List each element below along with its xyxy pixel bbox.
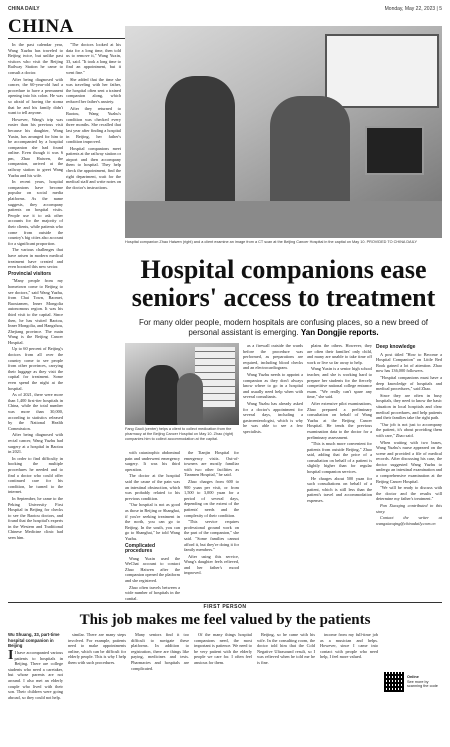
first-person-headline: This job makes me feel valued by the patients <box>79 612 371 628</box>
paragraph: After extensive pilot examinations, Zhao prepared a preliminary consultation on behalf of Wang Yuzhu at the Beijing Cancer Hospital. He tends the previous examination data to the doctor for a preliminary assessment. <box>307 400 372 440</box>
pharmacy-photo <box>125 343 239 425</box>
paragraph: plains the others. However, they are often their families' only child, and many are unable to take time off work or live so far away to help. <box>307 343 372 365</box>
column-6 <box>307 343 372 600</box>
brand-name: CHINA DAILY <box>8 6 40 12</box>
paragraph: "The doctors looked at his data for a long time, then told us to remove it," Wang Yuxin, 33, said. "It took a long time to find an appointment, but it went fine." <box>66 42 121 75</box>
paragraph: In recent years, hospital companions have become popular on social media platforms. As the name suggests, they accompany patients on hospital visits. People use it to ask other accounts for the majority of their clients, while patients who come from outside the country's big cities also account for a significant proportion. <box>8 179 63 246</box>
paragraph: Of the many things hospital companions need, the most important is patience. We need to be very patient with the elderly people we care for. I often feel anxious for them. <box>194 632 252 665</box>
deck <box>125 318 442 338</box>
column-7 <box>376 343 442 600</box>
paragraph: When waiting with two buses, Wang Yuzhu's nurse appeared on the scene and provided a file of medical records. After discussing his case, the doctor suggested Wang Yuzhu to undergo an intestinal examination and a comprehensive examination at the Beijing Cancer Hospital. <box>376 439 442 484</box>
paragraph: similar. There are many steps involved. For example, patients need to make appointments online, which can be difficult for elderly people. This is why I help them with such procedures. <box>68 632 126 665</box>
online-label: Online <box>407 675 419 680</box>
paragraph: After they returned to Baotou, Wang Yuzhu's condition was checked every three months. She recalled that last year after finding a hospital in Beijing, her father's condition improved. <box>66 105 121 145</box>
paragraph: Zhao charges from 600 to 900 yuan per visit, or from 1,500 to 3,000 yuan for a period of several days, depending on the extent of the patients' needs and the complexity of their condition. <box>184 478 239 518</box>
subhead: Complicated procedures <box>125 542 156 555</box>
page-header <box>8 4 442 14</box>
paragraph: as a firewall outside the wards before the procedure was performed, as preparations are required, including blood checks and an electrocardiogram. <box>243 343 303 371</box>
online-text: See more by scanning the code <box>407 679 438 689</box>
fp-column-1 <box>8 650 63 744</box>
fp-column-3 <box>131 632 189 744</box>
paragraph: He charges about 500 yuan for such consultations on behalf of a patient, which is still less than the patient's travel and accommodation expenses. <box>307 475 372 504</box>
paragraph: I have accompanied various patients to hospitals in Beijing. There are college students who need a caretaker, but whose parents are not around. I also met an elderly couple who lived with their son. Their children were going abroad, so they could not help. <box>8 650 63 700</box>
column-4 <box>184 450 239 600</box>
paragraph: As of 2021, there were more than 1,400 first-tier hospitals in China, while the total number was more than 30,000, according to statistics released by the National Health Commission. <box>8 392 63 431</box>
paragraph: Hospital companions meet patients at the railway station or airport and then accompany them to hospital. They help check the appointment, find the right department, wait for the medical staff and write notes on the doctor's instructions. <box>66 145 121 190</box>
person-figure <box>145 365 179 425</box>
paragraph: Wang Yuxin used the WeChat account to contact Zhao Haiwen after the companion opened the platform and she registered. <box>125 555 180 584</box>
paragraph: After being diagnosed with rectal cancer, Wang Yuzhu had surgery at a hospital in Baotou in 2021. <box>8 432 63 455</box>
left-column <box>8 42 63 600</box>
deck-text: For many older people, modern hospitals are confusing places, so a new breed of personal assistant is emerging. <box>138 318 429 337</box>
first-person-rule <box>8 602 442 603</box>
paragraph: Wang Yuzhu needs to appoint a companion as they don't always know where to go in a hospital and usually need help when with several consultants. <box>243 371 303 400</box>
paragraph: with catastrophic abdominal pain and underwent emergency surgery. It was his third operation. <box>125 450 180 472</box>
column-5 <box>243 343 303 600</box>
paragraph: She added that the time she was traveling with her father, the hospital often sent a trained companion along, which reduced her father's anxiety. <box>66 76 121 104</box>
person-figure <box>177 373 203 425</box>
online-text-block <box>407 675 442 689</box>
paragraph: "Hospital companions must have a deep knowledge of hospitals and medical procedures," said Zhao. <box>376 374 442 392</box>
paragraph: income from my full-time job as a musician and helps. However, since I came into contact with people who need help, I feel more valued. <box>320 632 378 660</box>
paragraph: Beijing, so he came with his wife. In the consulting room, the doctor told him that the Cold Negative Ultrasound result, so I was relieved when he told me he is fine. <box>257 632 315 665</box>
paragraph: "Our job is not just to accompany the patient, it's about providing them with care," Zhao said. <box>376 421 442 438</box>
window-shape <box>325 34 439 108</box>
paragraph: A post titled "How to Become a Hospital Companion" on Little Red Book gained a lot of attention. Zhao now has 136,000 followers. <box>376 351 442 374</box>
paragraph: Many seniors find it too difficult to navigate these platforms. In addition to registration, there are things like paying, medicines and tests. Pharmacies and hospitals are complicated. <box>131 632 189 671</box>
paragraph: However, Wang's trip was easier than his previous visit because his daughter, Wang Yuxin, has arranged for him to be accompanied by a hospital companion she had found online. Even though it was 6 pm, Zhao Haiwen, the companion, arrived at the railway station to greet Wang Yuzhu and his wife. <box>8 116 63 178</box>
online-box <box>384 672 442 692</box>
page-date: Monday, May 22, 2023 | 5 <box>384 6 442 12</box>
paragraph: Since they are often in busy hospitals, they need to know the basic situation in local hospitals and clear medical procedures, and help patients and their families take the right path. <box>376 392 442 421</box>
fp-column-6 <box>320 632 378 744</box>
paragraph: the Tianjin Hospital for emergency visits. Out-of-towners are mostly familiar with two other facilities as Tianmen Hospital," he said. <box>184 450 239 478</box>
subhead: Provincial visitors <box>8 270 52 277</box>
paragraph: After using this service, Wang's daughter feels relieved, and her father's mood improved. <box>184 553 239 576</box>
deck-byline: Yan Dongjie reports. <box>300 328 379 337</box>
section-title: CHINA <box>8 16 74 37</box>
paragraph: Wang Yuxin is a senior high school teacher, and she is working hard to prepare her students for the fiercely competitive national college entrance exam. "We really can't spare any time," she said. <box>307 366 372 400</box>
photo-caption-2: Fang Gaoli (center) helps a client to collect medication from the pharmacy at the Beijing Cancer Hospital on May 10. Zhao (right) companies him to collect accommodation at the capital. <box>125 427 234 441</box>
contact-email: Contact the writer at wangxiaoqing@chinadaily.com.cn <box>376 515 442 526</box>
qr-code-icon[interactable] <box>384 672 404 692</box>
paragraph: The various challenges that have arisen in modern medical treatment have created and even boosted this new sector. <box>8 247 63 270</box>
paragraph: Up to 60 percent of Beijing's doctors from all over the country come to see people from other provinces, carrying their luggage as they visit the capital for treatment. Some even spend the night at the hospital. <box>8 346 63 391</box>
first-person-byline: Wu Shuang, 33, part-time hospital companion in Beijing <box>8 632 60 649</box>
paragraph: "Our hospital is not as good as those in Beijing or Shanghai, if you're seeking treatment in the north, you can go to Beijing. In the south, you can go to Shanghai," he told Wang Yuzhu. <box>125 502 180 541</box>
paragraph: "This service requires professional ground work on the part of the companion," she said. "Some families cannot afford it, but they're doing it for family members." <box>184 519 239 553</box>
photo-caption: Hospital companion Zhao Haiwen (right) and a client examine an image from a CT scan at the Beijing Cancer Hospital in the capital on May 10. PROVIDED TO CHINA DAILY <box>125 240 418 244</box>
fp-column-4 <box>194 632 252 744</box>
fp-column-2 <box>68 632 126 744</box>
paragraph: In September, he came to the Peking University First Hospital in Beijing for checks to see the Baotou doctors, and found that the hospital's experts in the Western and Traditional Chinese Medicine clinic had seen him. <box>8 495 63 541</box>
foreground-shape <box>125 201 442 238</box>
fp-column-5 <box>257 632 315 744</box>
hospital-photo <box>125 26 442 238</box>
paragraph: In the past calendar year, Wang Xuzhu has traveled to Beijing twice, but unlike past visitors who visit the Beijing Railway Station he came to consult a doctor. <box>8 42 63 75</box>
main-headline: Hospital companions ease seniors' access to treatment <box>131 255 436 312</box>
drop-cap: I <box>8 650 14 663</box>
paragraph: Wang Yuzhu has already asked for a doctor's appointment for several days, including a gastroenterologist, which is why he was able to see a few specialists. <box>243 400 303 434</box>
paragraph: After being diagnosed with cancer, the 60-year-old had a procedure to have a permanent opening into his colon. He was so afraid of having the stoma that he and his family didn't want to tell anyone. <box>8 76 63 116</box>
second-column <box>66 42 121 600</box>
column-3 <box>125 450 180 600</box>
paragraph: The doctor at the hospital said the cause of the pain was an intestinal obstruction, which was probably related to his previous condition. <box>125 473 180 501</box>
paragraph: In order to find difficulty in booking the multiple procedures he needed and to find a doctor who could offer continued care for his condition, he turned to the internet. <box>8 455 63 495</box>
scan-screen <box>365 126 424 175</box>
contact-note: Pan Xiaoqing contributed to this story. <box>376 503 442 514</box>
paragraph: "This is much more convenient for patients from outside Beijing," Zhao said, adding that the price of a consultation on behalf of a patient is slightly higher than for regular hospital companion services. <box>307 441 372 475</box>
paragraph: "Many people from my hometown come to Beijing to see doctors," said Wang Yuzhu, from Chai Town, Baomei, Baoxiamen, Inner Mongolia autonomous region. It was his third visit to the capital. Since then, he has visited Baotou, Inner Mongolia, and Hangzhou, Zhejiang province. The main Wang is the Beijing Cancer Hospital. <box>8 278 63 345</box>
subhead: Deep knowledge <box>376 344 416 350</box>
first-person-kicker: FIRST PERSON <box>203 604 247 610</box>
paragraph: "We will be ready to discuss with the doctor and the results will determine my father's treatment." <box>376 485 442 502</box>
paragraph: Zhao often travels between a wide number of hospitals in the capital. <box>125 584 180 600</box>
